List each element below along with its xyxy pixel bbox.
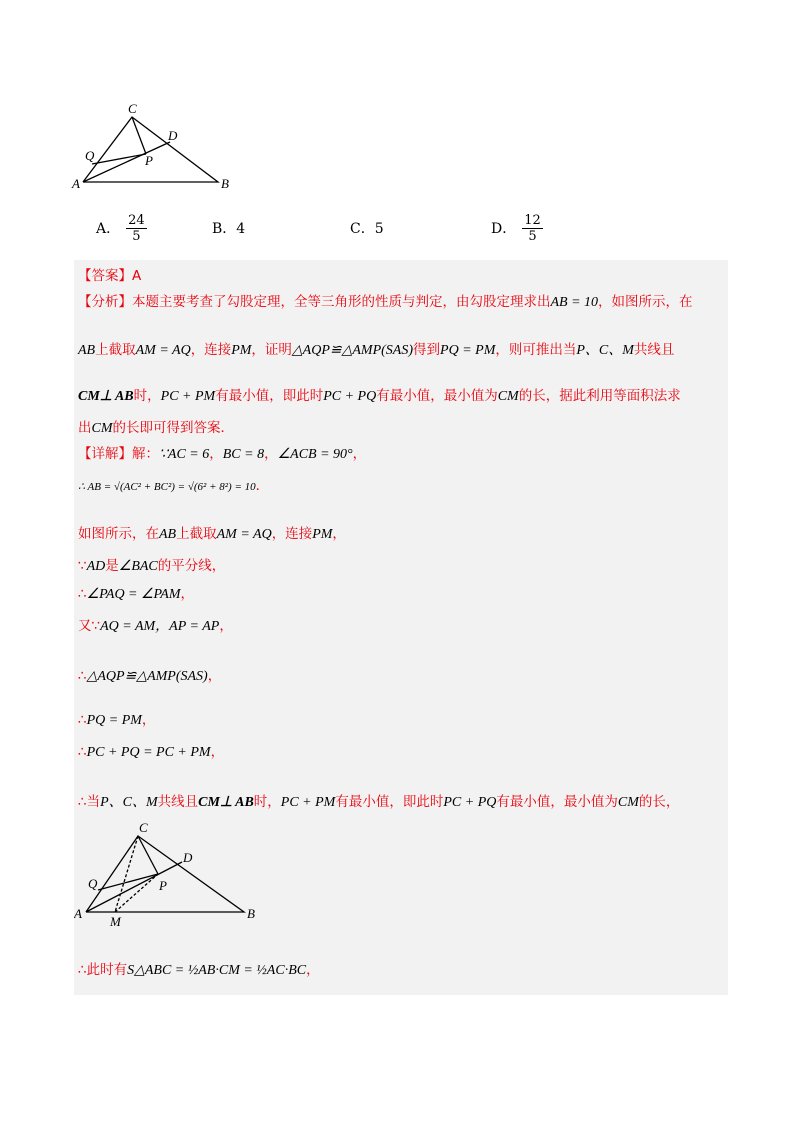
solution-panel [74,260,728,995]
analysis-line-1: 【分析】本题主要考查了勾股定理，全等三角形的性质与判定，由勾股定理求出AB = 10，如图所示，在 [78,294,693,310]
detail-line-10: ∴当P、C、M共线且CM⊥ AB时，PC + PM有最小值，即此时PC + PQ有最小值，最小值为CM的长， [78,794,680,810]
answer-line: 【答案】A [78,268,142,284]
label-a: A [74,906,82,921]
detail-line-2: ∴ AB = √(AC² + BC²) = √(6² + 8²) = 10． [78,478,270,494]
label-c: C [139,820,148,835]
detail-line-7: ∴△AQP≌△AMP(SAS)， [78,668,222,684]
answer-options [96,208,596,248]
analysis-line-3: CM⊥ AB时，PC + PM有最小值，即此时PC + PQ有最小值，最小值为CM的长，据此利用等面积法求 [78,388,681,404]
triangle-figure-1 [66,100,246,195]
option-d: D． $\frac{12}{5}$ [491,212,541,244]
label-p: P [145,153,153,168]
triangle-figure-2 [74,816,274,926]
label-p: P [159,878,167,893]
detail-line-8: ∴PQ = PM， [78,712,156,728]
option-c: C．5 [350,221,384,237]
label-m: M [110,914,121,926]
label-q: Q [85,148,95,163]
detail-line-11: ∴此时有S△ABC = ½AB·CM = ½AC·BC， [78,962,320,978]
analysis-line-4: 出CM的长即可得到答案． [78,420,234,436]
option-a: A． $\frac{24}{5}$ [96,212,145,244]
detail-line-1: 【详解】解：∵AC = 6，BC = 8，∠ACB = 90°， [78,446,367,462]
detail-line-3: 如图所示，在AB上截取AM = AQ，连接PM， [78,526,346,542]
fraction: $\frac{12}{5}$ [524,212,541,244]
option-b: B．4 [212,221,246,237]
label-a: A [72,176,80,191]
label-d: D [168,128,178,143]
label-d: D [183,850,193,865]
label-b: B [247,906,255,921]
detail-line-9: ∴PC + PQ = PC + PM， [78,744,225,760]
detail-line-6: 又∵AQ = AM，AP = AP， [78,618,233,634]
analysis-line-2: AB上截取AM = AQ，连接PM，证明△AQP≌△AMP(SAS)得到PQ = PM，则可推出当P、C、M共线且 [78,342,675,358]
fraction: $\frac{24}{5}$ [128,212,145,244]
label-b: B [221,176,229,191]
label-c: C [128,101,137,116]
label-q: Q [88,876,98,891]
detail-line-5: ∴∠PAQ = ∠PAM， [78,586,195,602]
detail-line-4: ∵AD是∠BAC的平分线， [78,558,226,574]
